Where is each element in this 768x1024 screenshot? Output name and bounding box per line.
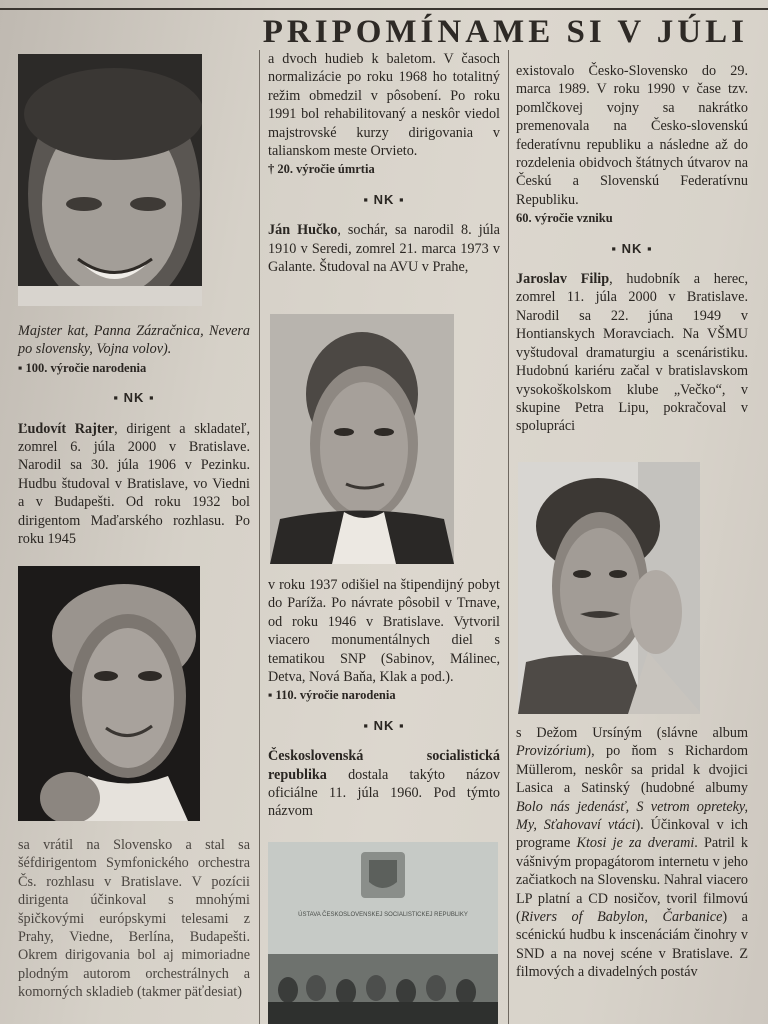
article-text: ) a scénickú hudbu k inscenáciám činohry v SND a na novej scéne v Bratislave. Z filmových a divadelných postáv xyxy=(516,909,748,981)
person-name: Ľudovít Rajter xyxy=(18,420,115,437)
column-divider xyxy=(259,50,260,1024)
portrait-photo-rajter xyxy=(18,566,200,821)
anniversary-label: 60. výročie vzniku xyxy=(516,211,613,226)
album-title: Provizórium xyxy=(516,743,587,760)
article-text: v roku 1937 odišiel na štipendijný pobyt do Paríža. Po návrate pôsobil v Trnave, od roku 1946 v Bratislave. Vytvoril viacero monumentálnych diel s tematikou SNP (Sabinov, Málinec, Detva, Nová Baňa, Klak a pod.). xyxy=(268,577,500,686)
article-text: , dirigent a skladateľ, zomrel 6. júla 2000 v Bratislave. Narodil sa 30. júla 1906 v Pezinku. Hudbu študoval v Bratislave, vo Viedni a v Budapešti. Od roku 1932 bol dirigentom Maďarského rozhlasu. Po roku 1945 xyxy=(18,420,250,548)
article-text: ). Účinkoval v ich programe xyxy=(516,817,748,852)
column-3-continued xyxy=(516,724,748,982)
article-text: sa vrátil na Slovensko a stal sa šéfdirigentom Symfonického orchestra Čs. rozhlasu v Bratislave. V pozícii dirigenta účinkoval s mnohými špičkovými európskymi telesami z Prahy, Viedne, Berlína, Budapešti. Okrem dirigovania bol aj mimoriadne plodným autorom orchestrálnych a komorných skladieb (takmer päťdesiat) xyxy=(18,837,250,1001)
article-filip-continued xyxy=(516,724,748,982)
article-text: , sochár, sa narodil 8. júla 1910 v Seredi, zomrel 21. marca 1973 v Galante. Študoval na AVU v Prahe, xyxy=(268,222,500,276)
article-filip xyxy=(516,270,748,436)
article-text: existovalo Česko-Slovensko do 29. marca 1989. V roku 1990 v čase tzv. pomlčkovej vojny sa nakrátko premenovala na Česko-slovenskú federatívnu republiku a následne až do rozdelenia obidvoch štátnych útvarov na Českú a Slovenskú Federatívnu Republiku. xyxy=(516,63,748,208)
column-1 xyxy=(18,322,250,548)
article-title: Československá socialistická republika xyxy=(268,748,500,783)
program-title: Ktosi je za dverami xyxy=(576,835,695,852)
album-title: Bolo nás jedenásť, S vetrom opreteky, My, Sťahovaví vtáci xyxy=(516,798,748,834)
anniversary-label: ▪ 110. výročie narodenia xyxy=(268,688,396,703)
article-rajter xyxy=(18,420,250,549)
column-2 xyxy=(268,50,500,276)
nk-separator: ▪ NK ▪ xyxy=(113,390,155,406)
column-1-continued xyxy=(18,836,250,1002)
column-3 xyxy=(516,62,748,436)
anniversary-label: † 20. výročie úmrtia xyxy=(268,162,375,177)
anniversary-label: ▪ 100. výročie narodenia xyxy=(18,360,147,375)
column-2-continued xyxy=(268,576,500,821)
article-text: ), po ňom s Richardom Müllerom, neskôr sa pridal k dvojici Lasica a Satinský (hudobné albumy xyxy=(516,743,748,797)
article-text: , hudobník a herec, zomrel 11. júla 2000 v Bratislave. Narodil sa 22. júna 1949 v Hontianskych Moravciach. Na VŠMU vyštudoval dramaturgiu a scenáristiku. Hudobnú kariéru začal v bratislavskom vysokoškolskom klube „Večko“, v skupine Petra Lipu, pokračoval v spolupráci xyxy=(516,271,748,435)
article-text: a dvoch hudieb k baletom. V časoch normalizácie po roku 1968 ho totalitný režim obmedzil v pôsobení. Po roku 1991 bol rehabilitovaný a neskôr viedol majstrovské kurzy dirigovania v talianskom meste Orvieto. xyxy=(268,51,500,160)
article-text: . Patril k vášnivým propagátorom internetu v jeho začiatkoch na Slovensku. Nahral viacero LP platní a CD nosičov, tvoril filmovú ( xyxy=(516,835,748,926)
person-name: Ján Hučko xyxy=(268,222,338,239)
caption-text: Majster kat, Panna Zázračnica, Nevera po slovensky, Vojna volov). xyxy=(18,323,250,358)
photo-banner-text: ÚSTAVA ČESKOSLOVENSKEJ SOCIALISTICKEJ REPUBLIKY xyxy=(298,912,468,918)
portrait-photo-filip xyxy=(518,462,700,714)
article-text: s Dežom Ursíným (slávne album xyxy=(516,725,748,741)
article-cssr xyxy=(268,747,500,821)
article-hucko xyxy=(268,221,500,276)
person-name: Jaroslav Filip xyxy=(516,271,610,288)
top-rule xyxy=(0,8,768,10)
column-divider xyxy=(508,50,509,1024)
nk-separator: ▪ NK ▪ xyxy=(363,717,405,733)
page-heading: PRIPOMÍNAME SI V JÚLI xyxy=(262,14,748,50)
portrait-photo-hucko xyxy=(270,314,454,564)
article-text: dostala takýto názov oficiálne 11. júla 1960. Pod týmto názvom xyxy=(268,766,500,820)
portrait-photo-woman xyxy=(18,54,202,306)
nk-separator: ▪ NK ▪ xyxy=(363,191,405,207)
nk-separator: ▪ NK ▪ xyxy=(611,240,653,256)
film-title: Rivers of Babylon, Čarbanice xyxy=(520,909,723,926)
photo-constitution-assembly xyxy=(268,842,498,1024)
